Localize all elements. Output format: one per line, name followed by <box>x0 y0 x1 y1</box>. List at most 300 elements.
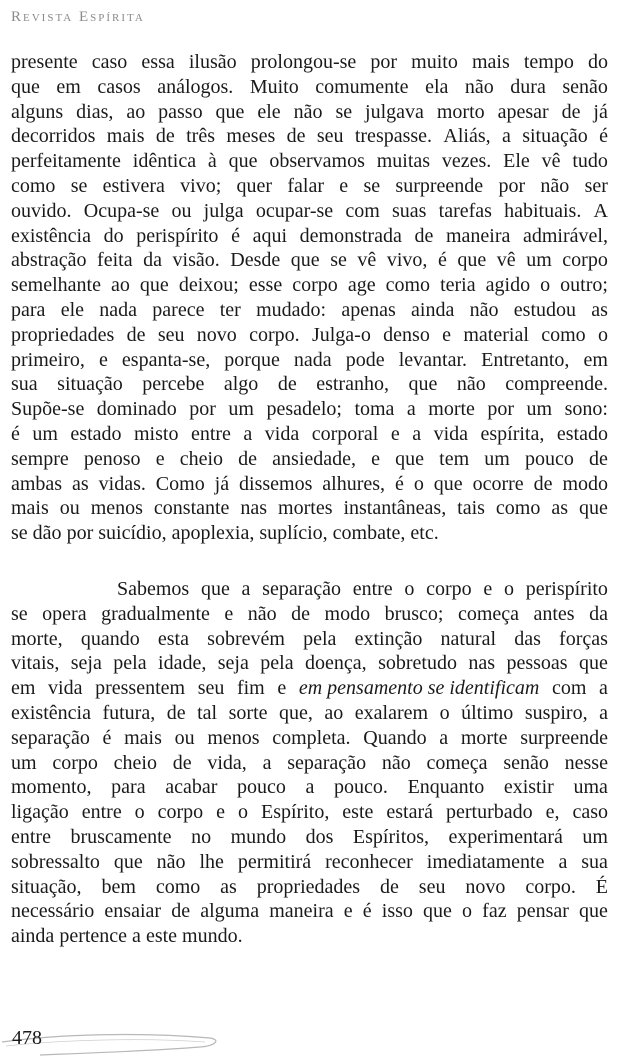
word: Enquanto <box>407 776 485 799</box>
word: com <box>345 199 380 222</box>
word: estado <box>70 422 122 445</box>
word: dissemos <box>239 472 313 495</box>
word: ele <box>60 298 84 321</box>
word: Quando <box>363 726 427 749</box>
word: que <box>408 373 438 396</box>
word: pouco. <box>334 776 388 799</box>
word: É <box>595 875 608 898</box>
word: as <box>220 875 237 898</box>
word: de <box>414 224 434 247</box>
word: que <box>578 497 608 520</box>
word: que <box>113 850 143 873</box>
word: tal <box>197 701 218 724</box>
word: a <box>599 701 608 724</box>
word: não <box>293 100 323 123</box>
word: corpo <box>426 577 472 600</box>
word: novo <box>196 323 237 346</box>
word: e <box>371 447 381 470</box>
word: existência <box>11 224 91 247</box>
word: estranho, <box>316 373 389 396</box>
word: um <box>582 825 608 848</box>
word: vezes. <box>441 150 492 173</box>
word: senão <box>562 75 608 98</box>
word: ambas <box>11 472 63 495</box>
word: a <box>439 726 449 749</box>
word: Supõe-se <box>11 398 85 421</box>
word: mudado: <box>256 298 327 321</box>
word: não <box>381 751 411 774</box>
word: bruscamente <box>70 825 172 848</box>
word: sobretudo <box>378 652 457 675</box>
word: espírita, <box>480 422 545 445</box>
word: que <box>290 249 320 272</box>
word: pela <box>303 627 337 650</box>
word: esta <box>157 627 189 650</box>
text-line <box>11 775 608 800</box>
word: morto <box>436 100 485 123</box>
word: Como <box>155 472 205 495</box>
word: propriedades <box>256 875 361 898</box>
word: a <box>241 577 251 600</box>
word: se <box>330 249 347 272</box>
text-line <box>11 199 608 224</box>
word: existir <box>503 776 554 799</box>
word: as <box>72 472 89 495</box>
word: casos <box>97 75 141 98</box>
word: é <box>599 125 608 148</box>
word: suas <box>392 199 427 222</box>
word: age <box>347 274 376 297</box>
word: uma <box>573 776 608 799</box>
word: vida, <box>207 751 247 774</box>
word: ensaiar <box>104 900 162 923</box>
word: para <box>111 776 146 799</box>
word: estará <box>386 801 433 824</box>
word: no <box>191 825 212 848</box>
word: julga <box>203 199 244 222</box>
word: porque <box>224 348 280 371</box>
word: a <box>243 422 253 445</box>
word: sua <box>581 850 608 873</box>
word: e <box>277 677 287 700</box>
word: opera <box>42 602 87 625</box>
word: por <box>498 174 526 197</box>
word: e, <box>545 801 560 824</box>
word: se <box>363 174 381 197</box>
word: pessoas <box>506 652 568 675</box>
word: e <box>390 422 400 445</box>
word: vida <box>433 422 469 445</box>
word: dura <box>510 75 546 98</box>
word: de <box>561 100 581 123</box>
text-line <box>11 248 608 273</box>
word: não <box>469 298 499 321</box>
text-line <box>11 298 608 323</box>
word: nas <box>240 497 268 520</box>
word: constante <box>153 497 230 520</box>
word: trespasse. <box>354 125 433 148</box>
word: isso <box>381 900 413 923</box>
word: é <box>11 422 20 445</box>
word: surpreende <box>395 174 484 197</box>
word: seu <box>197 677 225 700</box>
word: suspiro, <box>524 701 588 724</box>
word: pouco <box>237 776 286 799</box>
word: não <box>456 373 486 396</box>
word: já <box>593 100 608 123</box>
text-line <box>11 602 608 627</box>
word: demonstrada <box>299 224 402 247</box>
word: dos <box>305 825 334 848</box>
word: o <box>462 900 473 923</box>
word: último <box>461 701 514 724</box>
word: experimentará <box>448 825 563 848</box>
word: e <box>343 900 353 923</box>
word: separação <box>11 726 90 749</box>
word: lhe <box>199 850 224 873</box>
word: meses <box>226 125 276 148</box>
word: Espíritos, <box>352 825 430 848</box>
word: passo <box>158 100 203 123</box>
running-header: Revista Espírita <box>11 9 145 25</box>
word: situação <box>57 373 123 396</box>
word: que <box>228 150 258 173</box>
word: que <box>215 100 245 123</box>
word: pela <box>113 652 147 675</box>
text-line <box>11 701 608 726</box>
word: pouco <box>524 447 574 470</box>
word: de <box>379 875 399 898</box>
word: Ocupa-se <box>83 199 160 222</box>
word: a <box>558 850 568 873</box>
word: vê <box>541 150 561 173</box>
word: corporal <box>311 422 379 445</box>
word: maneira <box>269 900 334 923</box>
word: esse <box>248 274 283 297</box>
word: perfeitamente <box>11 150 121 173</box>
word: primeiro, <box>11 348 85 371</box>
word: surpreende <box>520 726 608 749</box>
word: que <box>579 900 608 923</box>
word: penoso <box>83 447 141 470</box>
word: vida <box>48 677 83 700</box>
text-line <box>11 447 608 472</box>
word: apoplexia, <box>171 522 255 545</box>
word: doença, <box>305 652 367 675</box>
word: em <box>583 348 608 371</box>
word: propriedades <box>11 323 115 346</box>
word: acabar <box>165 776 218 799</box>
word: estivera <box>102 174 165 197</box>
word: A <box>593 199 608 222</box>
word: para <box>11 298 46 321</box>
word: idade, <box>158 652 207 675</box>
text-line <box>11 100 608 125</box>
word: ocorre <box>472 472 524 495</box>
word: nada <box>293 348 332 371</box>
word: ou <box>171 199 192 222</box>
word: e <box>442 323 452 346</box>
word: e <box>216 801 226 824</box>
word: sono: <box>564 398 608 421</box>
word: menos <box>207 726 260 749</box>
word: pesadelo; <box>266 398 342 421</box>
word: cheio <box>179 447 224 470</box>
word: vitais, <box>11 652 60 675</box>
word: mortes <box>278 497 333 520</box>
word: se <box>11 522 28 545</box>
word: Desde <box>230 249 281 272</box>
word: Aliás, <box>443 125 491 148</box>
word: ser <box>584 174 608 197</box>
word: corpo <box>562 249 608 272</box>
word: e <box>155 447 165 470</box>
word: pensar <box>516 900 569 923</box>
word: que <box>433 472 463 495</box>
text-line <box>11 124 608 149</box>
word: por <box>487 398 515 421</box>
word: análogos. <box>157 75 234 98</box>
text-line <box>11 825 608 850</box>
word: e <box>98 348 108 371</box>
word: um <box>484 447 510 470</box>
word: de <box>533 472 553 495</box>
word: é <box>362 900 372 923</box>
word: do <box>587 51 608 73</box>
word: visão. <box>172 249 220 272</box>
word: menos <box>90 497 143 520</box>
word: mais <box>106 125 145 148</box>
word: da <box>589 602 608 625</box>
word: existência <box>11 701 91 724</box>
word: o <box>504 577 514 600</box>
italic-phrase: em pensamento se identificam <box>298 677 540 700</box>
word: já <box>214 472 230 495</box>
word: suplício, <box>259 522 328 545</box>
word: estado <box>556 422 608 445</box>
word: não <box>464 75 494 98</box>
word: que <box>457 249 487 272</box>
word: feita <box>97 249 133 272</box>
word: como <box>11 174 56 197</box>
text-line <box>11 850 608 875</box>
word: imediatamente <box>426 850 545 873</box>
word: sorte <box>228 701 268 724</box>
word: pela <box>260 652 294 675</box>
word: a <box>599 677 608 700</box>
word: ocupar-se <box>255 199 334 222</box>
word: por <box>66 522 94 545</box>
word: ao <box>324 701 344 724</box>
word: como <box>155 875 201 898</box>
word: abstração <box>11 249 87 272</box>
text-line <box>11 422 608 447</box>
word: brusco; <box>384 602 444 625</box>
word: teria <box>440 274 476 297</box>
word: de <box>277 373 297 396</box>
text-line <box>11 651 608 676</box>
word: entre <box>81 801 122 824</box>
word: seu <box>157 323 185 346</box>
word: aqui <box>252 224 288 247</box>
word: nesse <box>564 751 608 774</box>
word: suicídio, <box>98 522 167 545</box>
word: um <box>526 398 553 421</box>
word: outro; <box>560 274 608 297</box>
word: corpo <box>292 274 338 297</box>
word: ligação <box>11 801 69 824</box>
word: separação <box>262 577 341 600</box>
word: e <box>224 602 234 625</box>
word: sempre <box>11 447 69 470</box>
word: ou <box>174 726 195 749</box>
word: seja <box>70 652 102 675</box>
word: não <box>540 174 570 197</box>
word: mais <box>124 726 162 749</box>
word: que <box>423 900 452 923</box>
word: de <box>166 701 186 724</box>
text-line <box>11 577 608 602</box>
word: admirável, <box>523 224 608 247</box>
word: em <box>56 75 81 98</box>
word: alguns <box>11 100 64 123</box>
word: senão <box>503 751 549 774</box>
word: cheio <box>113 751 157 774</box>
word: de <box>286 125 306 148</box>
word: seja <box>217 652 249 675</box>
word: maneira <box>445 224 511 247</box>
word: corpo. <box>525 875 576 898</box>
word: vivo, <box>386 249 428 272</box>
word: ao <box>126 100 146 123</box>
word: um <box>11 751 37 774</box>
word: tarefas <box>438 199 492 222</box>
word: que, <box>279 701 313 724</box>
word: e <box>483 577 493 600</box>
word: momento, <box>11 776 92 799</box>
word: entre <box>190 422 231 445</box>
text-line <box>11 397 608 422</box>
page-body <box>11 50 608 949</box>
word: novo <box>465 875 506 898</box>
word: é <box>231 224 240 247</box>
word: o <box>413 472 424 495</box>
word: ou <box>59 497 80 520</box>
word: prolongou-se <box>250 51 357 73</box>
word: sobressalto <box>11 850 100 873</box>
word: por <box>189 398 216 421</box>
word: a <box>305 776 315 799</box>
text-line <box>11 372 608 397</box>
word: quer <box>236 174 273 197</box>
word: mais <box>471 51 510 73</box>
word: agido <box>485 274 531 297</box>
word: a <box>132 925 141 948</box>
word: seu <box>418 875 446 898</box>
word: é <box>395 472 404 495</box>
text-line <box>11 924 608 949</box>
word: decorridos <box>11 125 96 148</box>
word: situação, <box>11 875 82 898</box>
text-line <box>11 899 608 924</box>
word: a <box>262 751 272 774</box>
word: ao <box>111 274 130 297</box>
text-line <box>11 496 608 521</box>
word: de <box>172 751 192 774</box>
word: corpo <box>52 751 98 774</box>
word: gradualmente <box>101 602 210 625</box>
word: mundo <box>230 825 287 848</box>
word: que <box>139 274 169 297</box>
word: morte <box>428 398 475 421</box>
word: se <box>335 100 353 123</box>
word: julgava <box>365 100 424 123</box>
word: mais <box>11 497 49 520</box>
word: de <box>171 900 191 923</box>
word: muito <box>411 51 458 73</box>
word: falar <box>287 174 325 197</box>
word: natural <box>440 627 497 650</box>
word: que <box>11 75 40 98</box>
word: seu <box>316 125 344 148</box>
word: começa <box>457 602 520 625</box>
word: de <box>155 125 175 148</box>
page-number: 478 <box>12 1027 42 1049</box>
text-line <box>11 472 608 497</box>
word: situação <box>522 125 588 148</box>
word: ele <box>257 100 281 123</box>
word: etc. <box>410 522 439 545</box>
word: se <box>11 602 28 625</box>
word: ela <box>425 75 449 98</box>
word: compreende. <box>505 373 608 396</box>
word: misto <box>134 422 179 445</box>
word: e <box>339 174 349 197</box>
word: Julga-o <box>311 323 371 346</box>
word: instantâneas, <box>343 497 447 520</box>
word: reconhecer <box>325 850 413 873</box>
word: sua <box>11 373 38 396</box>
word: tempo <box>523 51 574 73</box>
word: modo <box>562 472 608 495</box>
word: perispírito <box>525 577 608 600</box>
word: parece <box>152 298 205 321</box>
word: pode <box>345 348 385 371</box>
word: corpo. <box>249 323 300 346</box>
word: modo <box>324 602 371 625</box>
word: três <box>186 125 216 148</box>
word: bem <box>101 875 136 898</box>
text-line <box>11 224 608 249</box>
word: o <box>597 323 608 346</box>
word: ilusão <box>188 51 237 73</box>
text-line <box>11 627 608 652</box>
word: tudo <box>572 150 608 173</box>
text-line <box>11 751 608 776</box>
word: dias, <box>76 100 114 123</box>
word: deixou; <box>178 274 239 297</box>
word: observamos <box>269 150 365 173</box>
word: como <box>541 323 586 346</box>
word: habituais. <box>504 199 582 222</box>
word: tais <box>457 497 485 520</box>
word: não <box>247 602 277 625</box>
word: pertence <box>59 925 128 948</box>
word: nas <box>468 652 496 675</box>
word: espanta-se, <box>121 348 211 371</box>
word: este <box>145 925 178 948</box>
word: Sabemos <box>117 577 190 600</box>
